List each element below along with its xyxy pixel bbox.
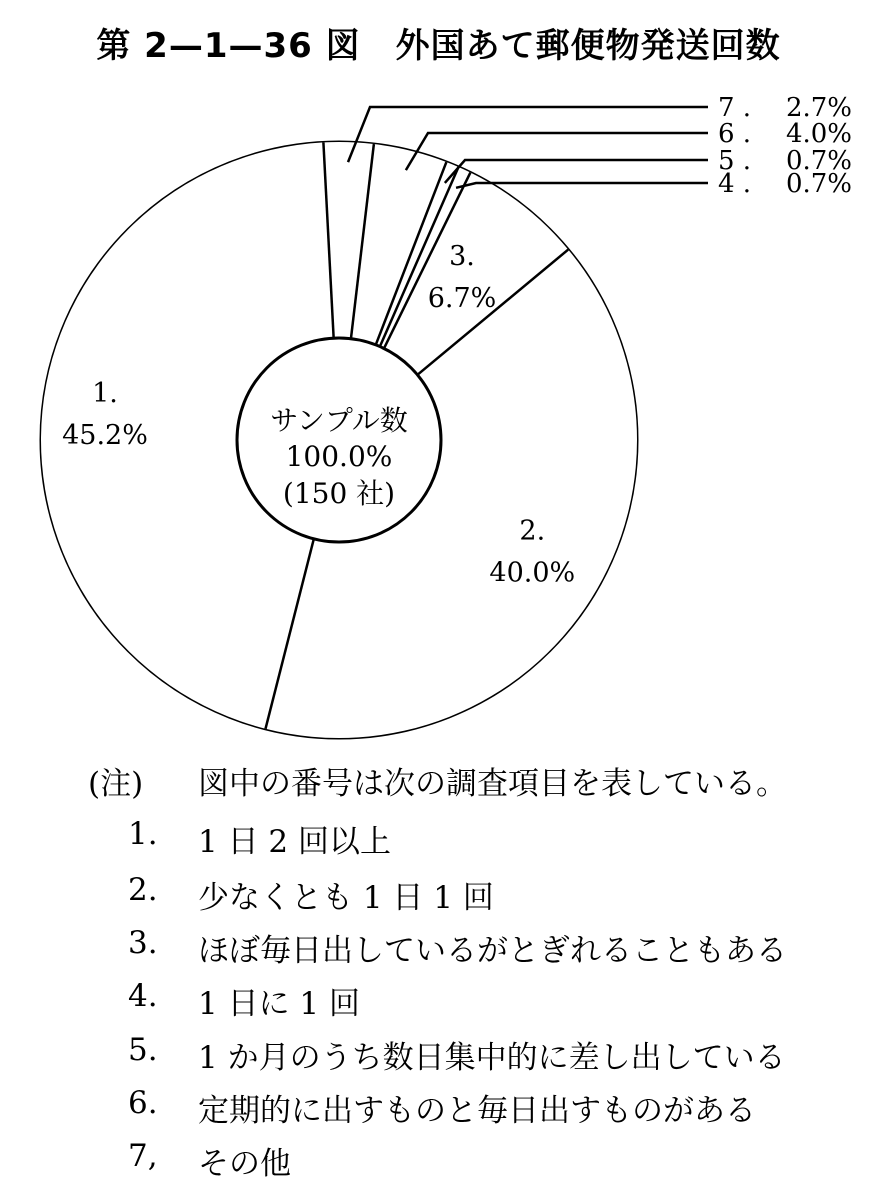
figure-title: 第 2—1—36 図 外国あて郵便物発送回数 xyxy=(96,26,781,66)
note-text: 定期的に出すものと毎日出すものがある xyxy=(198,1093,756,1129)
callout-value-label: 0.7% xyxy=(785,146,852,176)
note-number: 1. xyxy=(128,816,158,852)
note-text: その他 xyxy=(198,1146,291,1182)
notes-section xyxy=(0,758,877,1182)
note-text: ほぼ毎日出しているがとぎれることもある xyxy=(198,933,787,969)
callout-number-label: 7 . xyxy=(718,93,752,123)
note-text: 少なくとも 1 日 1 回 xyxy=(198,880,494,916)
note-number: 4. xyxy=(128,978,158,1014)
slice-number-label: 3. xyxy=(449,241,475,273)
note-text: 1 日 2 回以上 xyxy=(198,824,392,860)
note-text: 1 日に 1 回 xyxy=(198,986,361,1022)
center-label-total: 100.0% xyxy=(285,440,393,473)
slice-value-label: 6.7% xyxy=(427,283,497,315)
slice-value-label: 45.2% xyxy=(62,419,148,451)
note-number: 2. xyxy=(128,872,158,908)
callout-number-label: 4 . xyxy=(718,169,752,199)
callout-value-label: 4.0% xyxy=(785,119,852,149)
slice-number-label: 1. xyxy=(92,377,118,409)
center-label-sample: サンプル数 xyxy=(270,404,408,437)
callout-value-label: 0.7% xyxy=(785,169,852,199)
callout-value-label: 2.7% xyxy=(785,93,852,123)
callout-number-label: 5 . xyxy=(718,146,752,176)
note-number: 6. xyxy=(128,1085,158,1121)
note-number: 5. xyxy=(128,1032,158,1068)
note-number: 3. xyxy=(128,925,158,961)
notes-head-paren: (注) xyxy=(88,766,144,802)
callout-number-label: 6 . xyxy=(718,119,752,149)
note-text: 1 か月のうち数日集中的に差し出している xyxy=(198,1040,786,1076)
slice-value-label: 40.0% xyxy=(489,557,576,589)
slice-number-label: 2. xyxy=(519,515,546,547)
notes-head-text: 図中の番号は次の調査項目を表している。 xyxy=(198,766,787,802)
center-label-count: (150 社) xyxy=(282,477,396,510)
notes-header xyxy=(88,758,787,803)
center-layer xyxy=(237,338,441,542)
note-number: 7, xyxy=(128,1138,158,1174)
